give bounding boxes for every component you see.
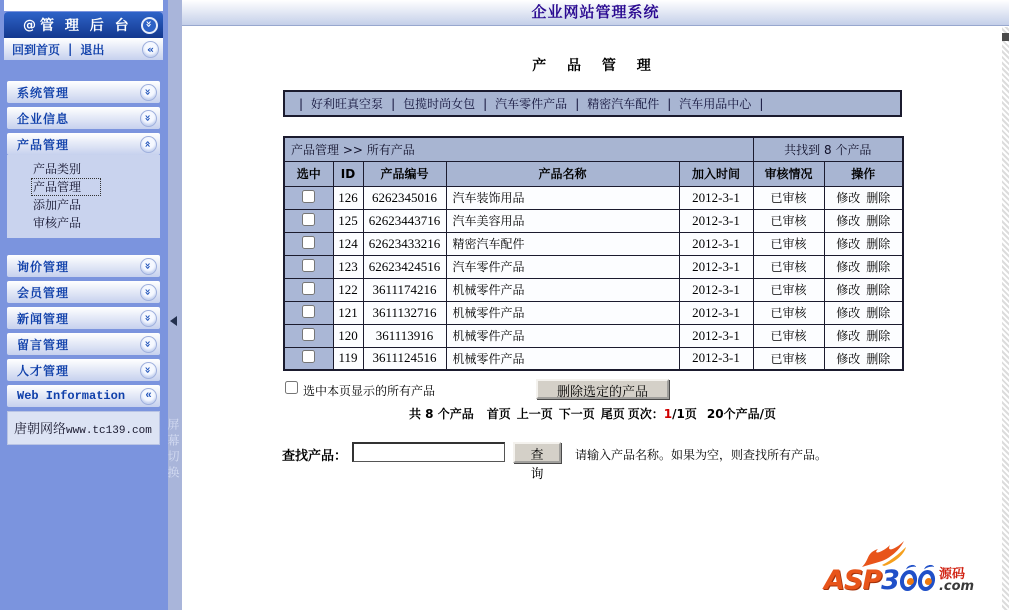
- product-code-cell: 62623424516: [363, 255, 446, 278]
- product-date-cell: 2012-3-1: [679, 209, 753, 232]
- sidebar: [0, 0, 168, 610]
- edit-link[interactable]: 修改: [836, 306, 861, 320]
- delete-link[interactable]: 删除: [866, 237, 891, 251]
- sidebar-item-label: 新闻管理: [17, 311, 70, 326]
- nav-separator: |: [68, 42, 73, 56]
- row-checkbox[interactable]: [302, 305, 315, 318]
- row-checkbox[interactable]: [302, 236, 315, 249]
- chevron-double-up-icon[interactable]: «: [140, 136, 157, 153]
- submenu-item[interactable]: 产品管理: [31, 178, 101, 196]
- table-breadcrumb: 产品管理 >> 所有产品: [284, 137, 753, 161]
- edit-link[interactable]: 修改: [836, 260, 861, 274]
- chevron-double-down-icon[interactable]: »: [140, 110, 157, 127]
- table-row: [284, 186, 903, 209]
- logout-link[interactable]: 退出: [80, 42, 105, 57]
- delete-link[interactable]: 删除: [866, 306, 891, 320]
- chevron-double-down-icon[interactable]: »: [140, 284, 157, 301]
- sidebar-item-1[interactable]: [7, 107, 160, 129]
- column-header: 产品名称: [446, 161, 679, 186]
- result-count: 共找到 8 个产品: [753, 137, 903, 161]
- edit-link[interactable]: 修改: [836, 283, 861, 297]
- product-status-cell: 已审核: [753, 301, 824, 324]
- row-checkbox-cell: [284, 255, 333, 278]
- column-header: 加入时间: [679, 161, 753, 186]
- logo-eye-icon: [899, 570, 918, 591]
- page-index-label: 页次：: [627, 407, 664, 421]
- product-id-cell: 120: [333, 324, 363, 347]
- product-ops-cell: [824, 186, 903, 209]
- logo-three-text: 3: [881, 565, 899, 596]
- menu-group: [7, 281, 160, 303]
- row-checkbox-cell: [284, 209, 333, 232]
- sidebar-item-6[interactable]: [7, 333, 160, 355]
- product-date-cell: 2012-3-1: [679, 301, 753, 324]
- sidebar-item-label: 询价管理: [17, 259, 70, 274]
- asp300-logo: [824, 543, 999, 603]
- menu-group: [7, 333, 160, 355]
- product-date-cell: 2012-3-1: [679, 347, 753, 370]
- delete-link[interactable]: 删除: [866, 260, 891, 274]
- next-page-link[interactable]: 下一页: [558, 407, 595, 421]
- select-all-label: 选中本页显示的所有产品: [303, 384, 436, 398]
- product-ops-cell: [824, 278, 903, 301]
- category-bar: [283, 90, 902, 117]
- product-code-cell: 62623443716: [363, 209, 446, 232]
- product-date-cell: 2012-3-1: [679, 324, 753, 347]
- sidebar-item-2[interactable]: [7, 133, 160, 155]
- category-link[interactable]: 汽车零件产品: [495, 97, 568, 111]
- product-id-cell: 119: [333, 347, 363, 370]
- edit-link[interactable]: 修改: [836, 214, 861, 228]
- delete-link[interactable]: 删除: [866, 351, 891, 366]
- product-ops-cell: [824, 232, 903, 255]
- product-ops-cell: [824, 255, 903, 278]
- product-ops-cell: [824, 347, 903, 370]
- logo-asp-text: ASP: [824, 565, 882, 596]
- search-button[interactable]: 查 询: [513, 442, 561, 463]
- category-link[interactable]: 包揽时尚女包: [403, 97, 476, 111]
- product-id-cell: 125: [333, 209, 363, 232]
- category-separator: |: [483, 96, 488, 111]
- product-name-cell: 精密汽车配件: [446, 232, 679, 255]
- menu-group: [7, 385, 160, 407]
- pagination-total: 共 8 个产品: [409, 407, 474, 421]
- product-id-cell: 121: [333, 301, 363, 324]
- table-row: [284, 232, 903, 255]
- product-status-cell: 已审核: [753, 255, 824, 278]
- page-total-label: /1页: [672, 407, 697, 421]
- footer-company: 唐朝网络: [14, 422, 67, 437]
- table-row: [284, 347, 903, 370]
- table-title-row: [284, 137, 903, 161]
- row-checkbox-cell: [284, 301, 333, 324]
- product-id-cell: 126: [333, 186, 363, 209]
- table-header-row: [284, 161, 903, 186]
- delete-link[interactable]: 删除: [866, 191, 891, 205]
- product-date-cell: 2012-3-1: [679, 186, 753, 209]
- bulk-actions-row: [283, 379, 902, 401]
- menu-group: [7, 307, 160, 329]
- first-page-link[interactable]: 首页: [486, 407, 511, 421]
- sidebar-item-label: Web Information: [17, 389, 126, 403]
- search-input[interactable]: [352, 442, 505, 462]
- table-row: [284, 209, 903, 232]
- table-row: [284, 278, 903, 301]
- pagination: [283, 405, 902, 422]
- product-status-cell: 已审核: [753, 209, 824, 232]
- chevron-double-down-icon[interactable]: »: [140, 310, 157, 327]
- admin-panel-title: 管 理 后 台: [40, 18, 132, 34]
- category-separator: |: [759, 96, 764, 111]
- sidebar-item-5[interactable]: [7, 307, 160, 329]
- main-header-band: [182, 0, 1009, 26]
- scrollbar-thumb[interactable]: [1002, 33, 1009, 41]
- select-all-checkbox[interactable]: [285, 381, 298, 394]
- sidebar-item-label: 企业信息: [17, 111, 70, 126]
- row-checkbox[interactable]: [302, 213, 315, 226]
- per-page-label: 20个产品/页: [706, 407, 776, 421]
- category-link[interactable]: 精密汽车配件: [587, 97, 660, 111]
- logo-yuanma-text: 源码: [938, 566, 965, 582]
- product-date-cell: 2012-3-1: [679, 255, 753, 278]
- row-checkbox[interactable]: [302, 190, 315, 203]
- main-content: [182, 0, 1009, 610]
- row-checkbox[interactable]: [302, 350, 315, 363]
- table-row: [284, 324, 903, 347]
- search-label: 查找产品：: [282, 449, 348, 464]
- collapse-sidebar-arrow-icon[interactable]: [170, 316, 177, 326]
- footer-url[interactable]: www.tc139.com: [66, 425, 152, 437]
- table-row: [284, 255, 903, 278]
- column-header: 选中: [284, 161, 333, 186]
- delete-link[interactable]: 删除: [866, 329, 891, 343]
- product-ops-cell: [824, 301, 903, 324]
- product-ops-cell: [824, 324, 903, 347]
- screen-toggle-strip: [168, 0, 182, 610]
- product-name-cell: 机械零件产品: [446, 347, 679, 370]
- delete-selected-button[interactable]: 删除选定的产品: [536, 379, 669, 399]
- chevron-double-down-icon[interactable]: »: [140, 336, 157, 353]
- sidebar-menu: [7, 81, 160, 445]
- menu-group: [7, 255, 160, 277]
- product-code-cell: 3611132716: [363, 301, 446, 324]
- screen-toggle-label[interactable]: 屏幕切换: [166, 418, 180, 482]
- column-header: ID: [333, 161, 363, 186]
- at-icon: @: [23, 17, 36, 33]
- edit-link[interactable]: 修改: [836, 329, 861, 343]
- menu-group: [7, 133, 160, 238]
- admin-panel-header: [4, 12, 163, 38]
- product-code-cell: 62623433216: [363, 232, 446, 255]
- products-table: [283, 136, 904, 371]
- edit-link[interactable]: 修改: [836, 237, 861, 251]
- app-title: 企业网站管理系统: [531, 3, 660, 21]
- collapse-all-icon[interactable]: »: [141, 17, 158, 34]
- product-date-cell: 2012-3-1: [679, 232, 753, 255]
- menu-group: [7, 107, 160, 129]
- column-header: 操作: [824, 161, 903, 186]
- product-ops-cell: [824, 209, 903, 232]
- chevron-double-down-icon[interactable]: »: [140, 258, 157, 275]
- category-separator: |: [299, 96, 304, 111]
- sidebar-item-label: 留言管理: [17, 337, 70, 352]
- sidebar-top-strip: [4, 0, 163, 11]
- table-row: [284, 301, 903, 324]
- prev-page-link[interactable]: 上一页: [516, 407, 553, 421]
- submenu-item[interactable]: 产品类别: [33, 162, 82, 176]
- row-checkbox-cell: [284, 324, 333, 347]
- product-code-cell: 6262345016: [363, 186, 446, 209]
- menu-group: [7, 81, 160, 103]
- sidebar-footer: [7, 411, 160, 445]
- product-status-cell: 已审核: [753, 232, 824, 255]
- row-checkbox-cell: [284, 186, 333, 209]
- sidebar-item-4[interactable]: [7, 281, 160, 303]
- sidebar-item-3[interactable]: [7, 255, 160, 277]
- row-checkbox-cell: [284, 347, 333, 370]
- submenu-item[interactable]: 审核产品: [33, 216, 82, 230]
- sidebar-item-7[interactable]: [7, 359, 160, 381]
- product-status-cell: 已审核: [753, 186, 824, 209]
- column-header: 产品编号: [363, 161, 446, 186]
- column-header: 审核情况: [753, 161, 824, 186]
- delete-link[interactable]: 删除: [866, 283, 891, 297]
- product-name-cell: 机械零件产品: [446, 278, 679, 301]
- current-page-number: 1: [663, 407, 673, 421]
- edit-link[interactable]: 修改: [836, 351, 861, 366]
- product-code-cell: 3611174216: [363, 278, 446, 301]
- chevron-double-left-icon[interactable]: «: [140, 388, 157, 405]
- row-checkbox-cell: [284, 278, 333, 301]
- logo-eye-icon: [917, 570, 936, 591]
- sidebar-item-0[interactable]: [7, 81, 160, 103]
- sidebar-item-label: 会员管理: [17, 285, 70, 300]
- chevron-double-down-icon[interactable]: »: [140, 362, 157, 379]
- product-id-cell: 123: [333, 255, 363, 278]
- product-code-cell: 3611124516: [363, 347, 446, 370]
- logo-com-text: .com: [938, 578, 975, 594]
- category-link[interactable]: 汽车用品中心: [679, 97, 752, 111]
- page-title: 产 品 管 理: [532, 58, 659, 74]
- row-checkbox[interactable]: [302, 282, 315, 295]
- product-name-cell: 机械零件产品: [446, 324, 679, 347]
- sidebar-item-label: 人才管理: [17, 363, 70, 378]
- row-checkbox-cell: [284, 232, 333, 255]
- category-link[interactable]: 好利旺真空泵: [311, 97, 384, 111]
- sidebar-item-label: 产品管理: [17, 137, 70, 152]
- product-status-cell: 已审核: [753, 324, 824, 347]
- delete-link[interactable]: 删除: [866, 214, 891, 228]
- sidebar-item-8[interactable]: [7, 385, 160, 407]
- row-checkbox[interactable]: [302, 259, 315, 272]
- row-checkbox[interactable]: [302, 328, 315, 341]
- search-hint: 请输入产品名称。如果为空，则查找所有产品。: [575, 448, 828, 462]
- product-status-cell: 已审核: [753, 278, 824, 301]
- product-code-cell: 361113916: [363, 324, 446, 347]
- chevron-double-left-icon[interactable]: «: [142, 41, 159, 58]
- back-home-link[interactable]: 回到首页: [12, 42, 61, 57]
- search-row: [282, 441, 1002, 482]
- product-id-cell: 124: [333, 232, 363, 255]
- category-separator: |: [667, 96, 672, 111]
- product-name-cell: 汽车美容用品: [446, 209, 679, 232]
- menu-group: [7, 359, 160, 381]
- sidebar-item-label: 系统管理: [17, 85, 70, 100]
- chevron-double-down-icon[interactable]: »: [140, 84, 157, 101]
- product-id-cell: 122: [333, 278, 363, 301]
- last-page-link[interactable]: 尾页: [600, 407, 625, 421]
- product-status-cell: 已审核: [753, 347, 824, 370]
- category-separator: |: [391, 96, 396, 111]
- submenu: [7, 155, 160, 238]
- edit-link[interactable]: 修改: [836, 191, 861, 205]
- vertical-scrollbar[interactable]: [1002, 27, 1009, 610]
- product-name-cell: 汽车零件产品: [446, 255, 679, 278]
- product-name-cell: 汽车装饰用品: [446, 186, 679, 209]
- category-separator: |: [575, 96, 580, 111]
- sidebar-nav: [4, 38, 163, 60]
- submenu-item[interactable]: 添加产品: [33, 198, 82, 212]
- product-name-cell: 机械零件产品: [446, 301, 679, 324]
- product-date-cell: 2012-3-1: [679, 278, 753, 301]
